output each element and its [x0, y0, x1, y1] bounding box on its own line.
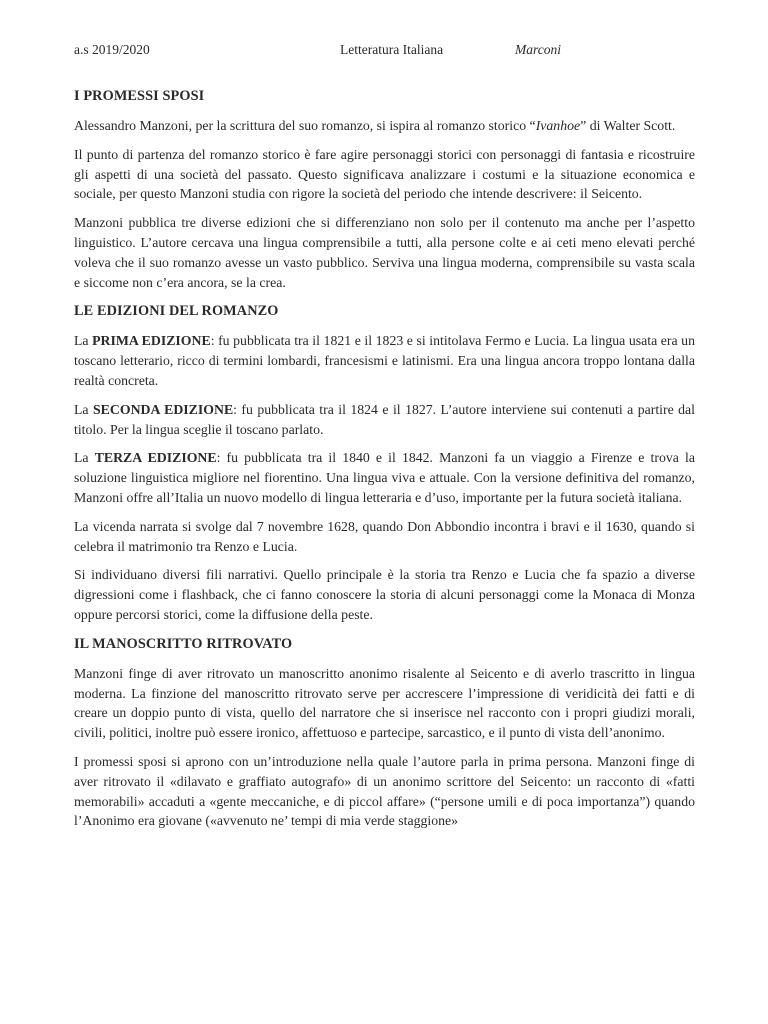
paragraph-romanzo-storico: Il punto di partenza del romanzo storico è fare agire personaggi storici con personaggi di fantasia e ricostruire gli aspetti di una società del passato. Questo significava analizzare i costumi e la situazione economica e sociale, per questo Manzoni studia con rigore la società del periodo che intende descrivere: il Seicento.: [74, 146, 695, 202]
author-name: Marconi: [515, 42, 561, 57]
document-body: [74, 86, 695, 840]
paragraph-ivanhoe: Alessandro Manzoni, per la scrittura del suo romanzo, si ispira al romanzo storico “Ivanhoe” di Walter Scott.: [74, 118, 676, 133]
seconda-edizione-label: SECONDA EDIZIONE: [93, 401, 234, 417]
ivanhoe-title: Ivanhoe: [535, 118, 581, 133]
section-title-edizioni: LE EDIZIONI DEL ROMANZO: [74, 303, 279, 320]
paragraph-terza-edizione: La TERZA EDIZIONE: fu pubblicata tra il 1840 e il 1842. Manzoni fa un viaggio a Firenze e trova la soluzione linguistica migliore nel fiorentino. Una lingua viva e attuale. Con la versione definitiva del romanzo, Manzoni offre all’Italia un nuovo modello di lingua letteraria e d’uso, importante per la futura società italiana.: [74, 450, 695, 505]
paragraph-fili-narrativi: Si individuano diversi fili narrativi. Quello principale è la storia tra Renzo e Lucia che fa spazio a diverse digressioni come i flashback, che ci fanno conoscere la storia di alcuni personaggi come la Monaca di Monza oppure percorsi storici, come la diffusione della peste.: [74, 567, 695, 622]
school-year: a.s 2019/2020: [74, 42, 150, 57]
paragraph-manoscritto: Manzoni finge di aver ritrovato un manoscritto anonimo risalente al Seicento e di averlo trascritto in lingua moderna. La finzione del manoscritto ritrovato serve per accrescere l’impressione di veridicità dei fatti e di creare un doppio punto di vista, quello del narratore che si inserisce nel racconto con i propri giudizi morali, civili, politici, inoltre può essere ironico, affettuoso e partecipe, sarcastico, e il punto di vista dell’anonimo.: [74, 665, 695, 741]
subject-name: Letteratura Italiana: [340, 42, 444, 57]
page-header: [74, 42, 694, 60]
section-title-manoscritto: IL MANOSCRITTO RITROVATO: [74, 635, 293, 652]
paragraph-prima-edizione: La PRIMA EDIZIONE: fu pubblicata tra il 1821 e il 1823 e si intitolava Fermo e Lucia. La lingua usata era un toscano letterario, ricco di termini lombardi, francesismi e latinismi. Era una lingua ancora troppo lontana dalla realtà concreta.: [74, 333, 695, 388]
prima-edizione-label: PRIMA EDIZIONE: [92, 333, 211, 349]
paragraph-tre-edizioni: Manzoni pubblica tre diverse edizioni che si differenziano non solo per il contenuto ma anche per l’aspetto linguistico. L’autore cercava una lingua comprensibile a tutti, alla persone colte e ai ceti meno elevati perché voleva che il suo romanzo avesse un vasto pubblico. Serviva una lingua moderna, comprensibile su vasta scala e siccome non c’era ancora, se la crea.: [74, 215, 695, 290]
terza-edizione-label: TERZA EDIZIONE: [94, 450, 217, 466]
paragraph-vicenda: La vicenda narrata si svolge dal 7 novembre 1628, quando Don Abbondio incontra i bravi e il 1630, quando si celebra il matrimonio tra Renzo e Lucia.: [74, 518, 695, 554]
paragraph-introduzione: I promessi sposi si aprono con un’introduzione nella quale l’autore parla in prima persona. Manzoni finge di aver ritrovato il «dilavato e graffiato autografo» di un anonimo scrittore del Seicento: un racconto di «fatti memorabili» accaduti a «gente meccaniche, e di piccol affare» (“persone umili e di poca importanza”) quando l’Anonimo era giovane («avvenuto ne’ tempi di mia verde staggione»: [74, 753, 695, 829]
section-title-promessi-sposi: I PROMESSI SPOSI: [74, 88, 205, 104]
paragraph-seconda-edizione: La SECONDA EDIZIONE: fu pubblicata tra il 1824 e il 1827. L’autore interviene sui contenuti a partire dal titolo. Per la lingua sceglie il toscano parlato.: [74, 401, 696, 437]
